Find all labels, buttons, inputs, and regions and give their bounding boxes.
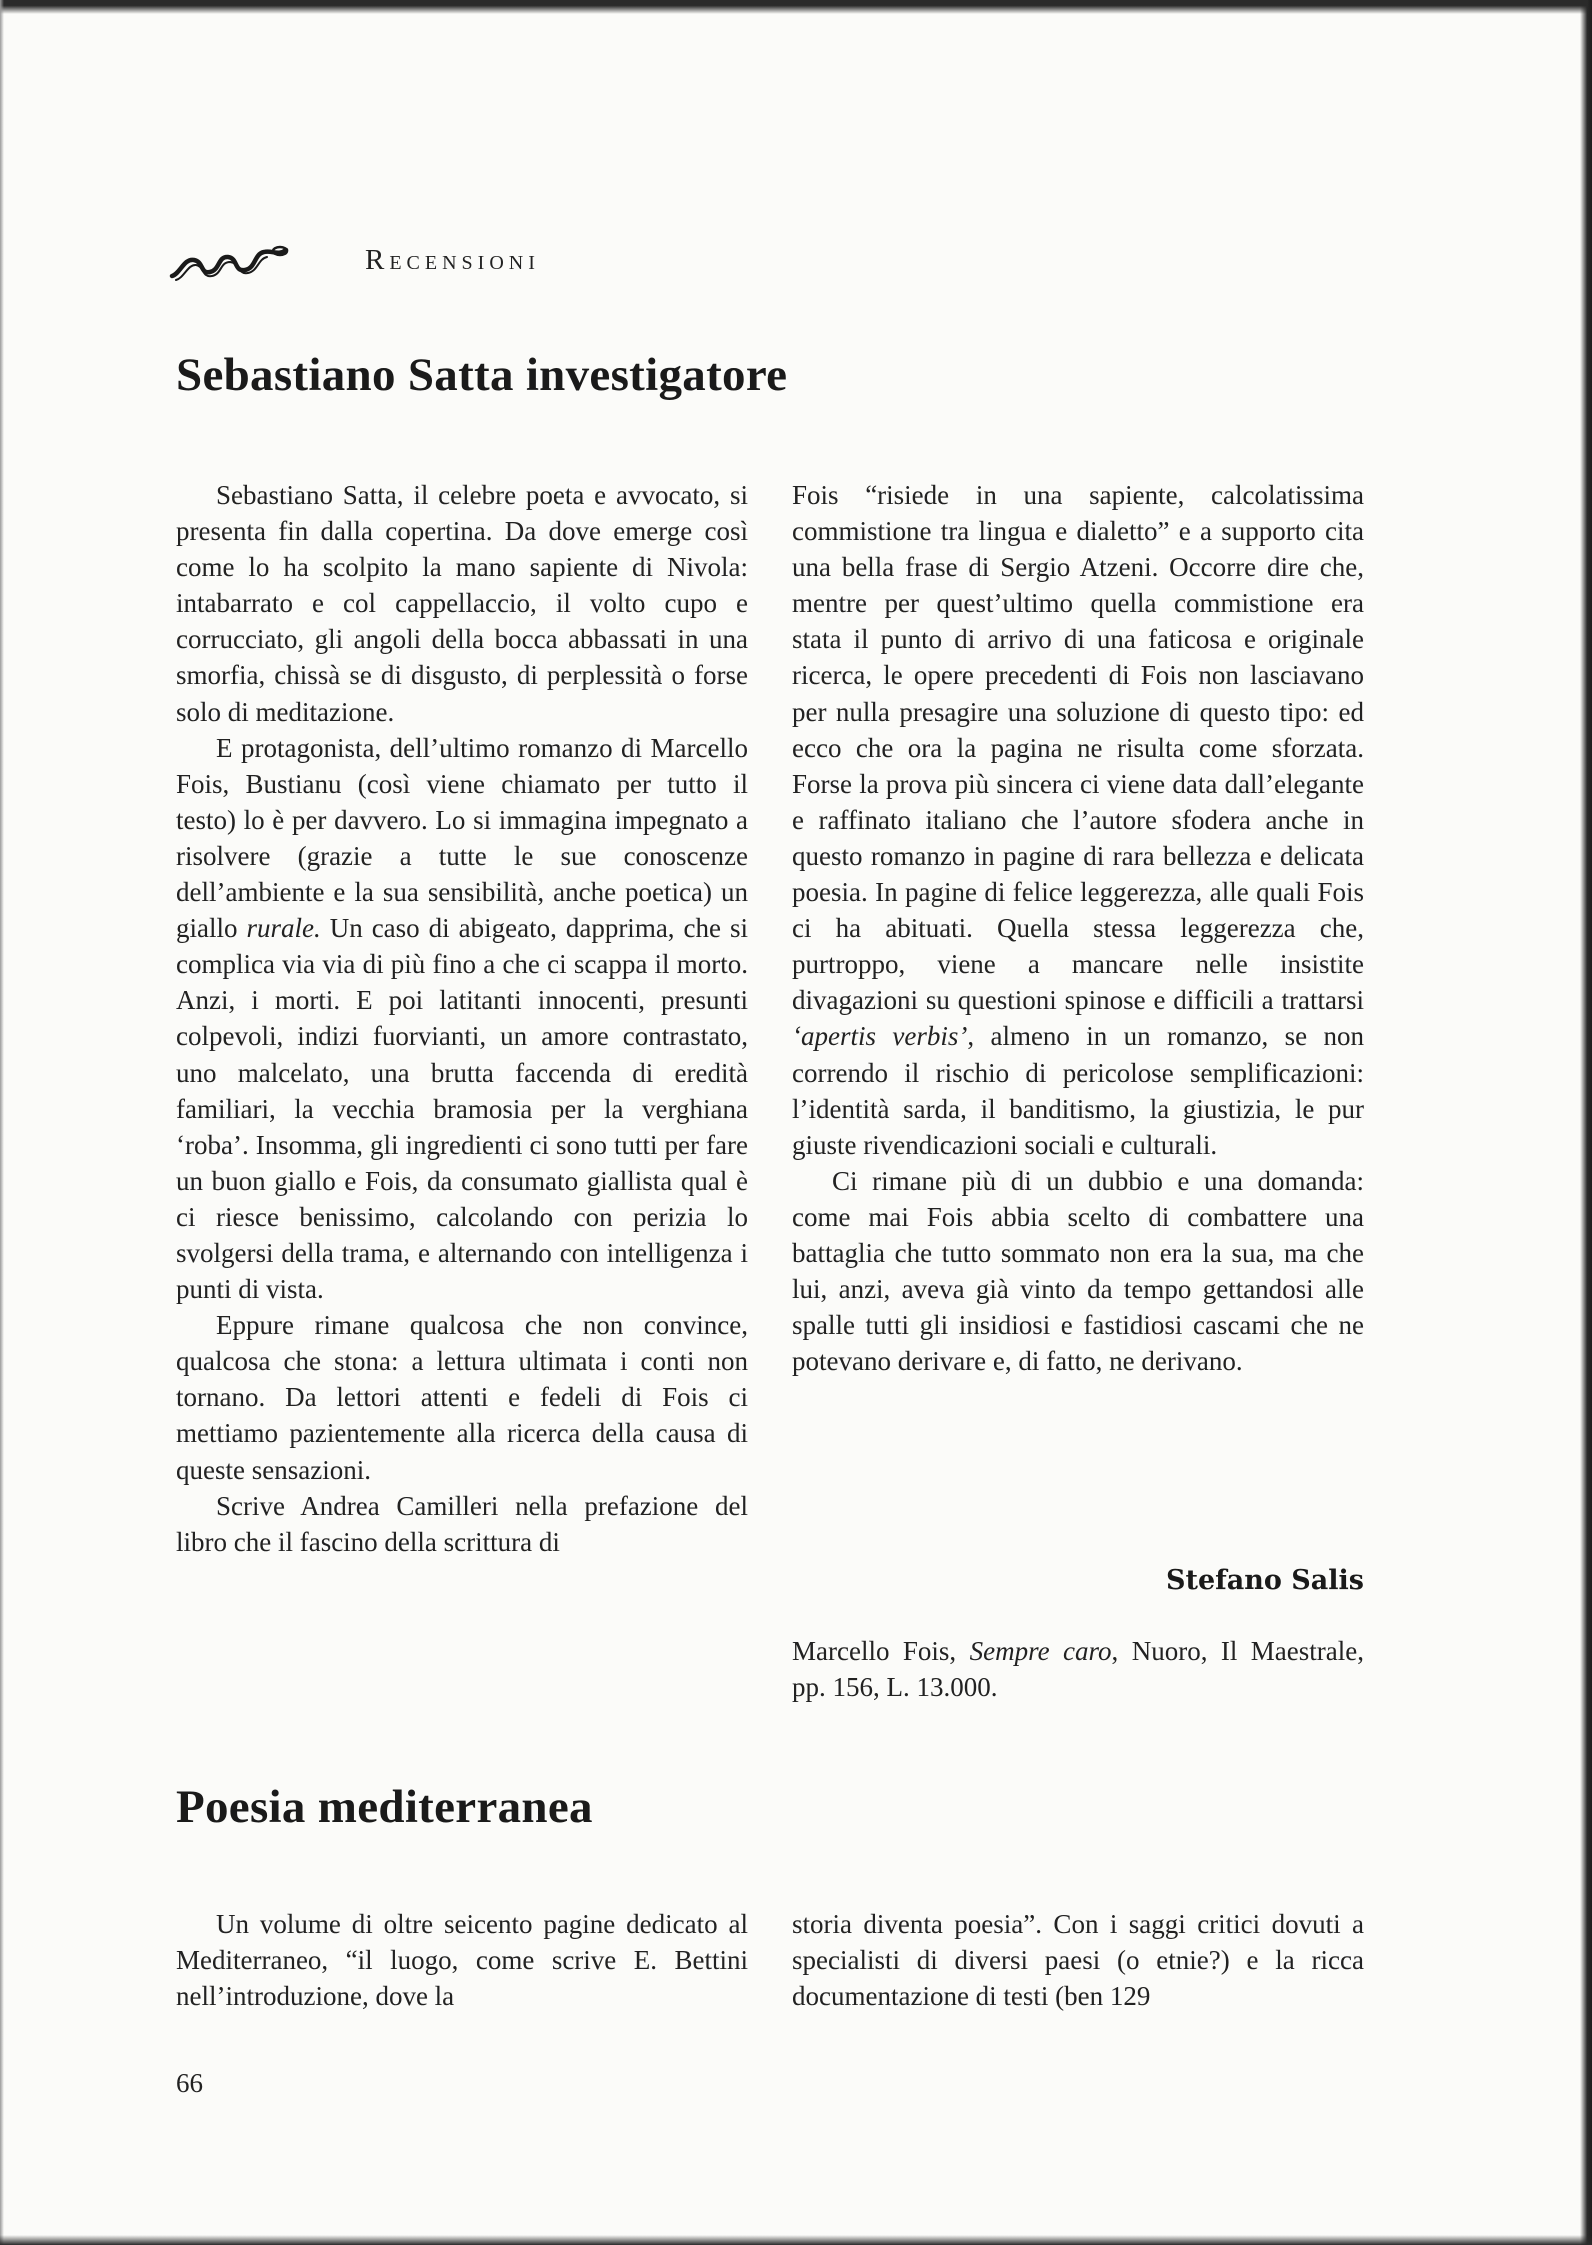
author-name: Stefano Salis (1165, 1565, 1364, 1596)
paragraph (176, 730, 748, 1308)
article-left-column (176, 1906, 748, 2014)
wavy-ornament-icon (168, 236, 290, 286)
section-header (168, 236, 768, 286)
paragraph: Ci rimane più di un dubbio e una domanda: come mai Fois abbia scelto di combattere una battaglia che tutto sommato non era la sua, ma che lui, anzi, aveva già vinto da tempo gettandosi alle spalle tutti gli insidiosi e fastidiosi cascami che ne potevano derivare e, di fatto, ne derivano. (792, 1165, 1364, 1377)
text-run: Un caso di abigeato, dapprima, che si complica via via di più fino a che ci scappa il morto. Anzi, i morti. E poi latitanti innocenti, presunti colpevoli, indizi fuorvianti, un amore contrastato, uno malcelato, una brutta faccenda di eredità familiari, la vecchia bramosia per la verghiana ‘roba’. Insomma, gli ingredienti ci sono tutti per fare un buon giallo e Fois, da consumato giallista qual è ci riesce benissimo, calcolando con perizia lo svolgersi della trama, e alternando con intelligenza i punti di vista. (176, 913, 748, 1305)
text-run: Fois “risiede in una sapiente, calcolatissima commistione tra lingua e dialetto” e a supporto cita una bella frase di Sergio Atzeni. Occorre dire che, mentre per quest’ultimo quella commistione era stata il punto di arrivo di una faticosa e originale ricerca, le opere precedenti di Fois non lasciavano per nulla presagire una soluzione di questo tipo: ed ecco che ora la pagina ne risulta come sforzata. Forse la prova più sincera ci viene data dall’elegante e raffinato italiano che l’autore sfodera anche in questo romanzo in pagine di rara bellezza e delicata poesia. In pagine di felice leggerezza, alle quali Fois ci ha abituati. Quella stessa leggerezza che, purtroppo, viene a mancare nelle insistite divagazioni su questioni spinose e difficili a trattarsi (792, 480, 1364, 1016)
paragraph: storia diventa poesia”. Con i saggi critici dovuti a specialisti di diversi paesi (o etnie?) e la ricca documentazione di testi (ben 129 (792, 1909, 1364, 2012)
paragraph: Sebastiano Satta, il celebre poeta e avvocato, si presenta fin dalla copertina. Da dove emerge così come lo ha scolpito la mano sapiente di Nivola: intabarrato e col cappellaccio, il volto cupo e corrucciato, gli angoli della bocca abbassati in una smorfia, chissà se di disgusto, di perplessità o forse solo di meditazione. (176, 480, 748, 727)
article-right-column (792, 1906, 1364, 2014)
scan-edge-right (1580, 0, 1592, 2245)
text-run: , almeno in un romanzo, se non correndo il rischio di pericolose semplificazioni: l’identità sarda, il banditismo, la giustizia, le pur giuste rivendicazioni sociali e culturali. (792, 1021, 1364, 1160)
article-right-column (792, 477, 1364, 1379)
paragraph: Un volume di oltre seicento pagine dedicato al Mediterraneo, “il luogo, come scrive E. Bettini nell’introduzione, dove la (176, 1909, 748, 2012)
article-title: Sebastiano Satta investigatore (176, 349, 788, 401)
article-title: Poesia mediterranea (176, 1781, 593, 1833)
article-left-column (176, 477, 748, 1560)
paragraph: Eppure rimane qualcosa che non convince, qualcosa che stona: a lettura ultimata i conti non tornano. Da lettori attenti e fedeli di Fois ci mettiamo pazientemente alla ricerca della causa di queste sensazioni. (176, 1310, 748, 1485)
citation-suffix: , Nuoro, Il Maestrale, pp. 156, L. 13.000. (792, 1636, 1364, 1703)
italic-term: rurale. (246, 913, 321, 944)
paragraph: Scrive Andrea Camilleri nella prefazione del libro che il fascino della scrittura di (176, 1490, 748, 1557)
section-label: Recensioni (365, 244, 540, 276)
page-number: 66 (176, 2068, 203, 2098)
italic-term: ‘apertis verbis’ (792, 1021, 968, 1052)
scan-edge-left (0, 0, 4, 2245)
scan-edge-bottom (0, 2235, 1592, 2245)
scan-edge-top (0, 0, 1592, 14)
text-run: E protagonista, dell’ultimo romanzo di Marcello Fois, Bustianu (così viene chiamato per tutto il testo) lo è per davvero. Lo si immagina impegnato a risolvere (grazie a tutte le sue conoscenze dell’ambiente e la sua sensibilità, anche poetica) un giallo (176, 732, 748, 944)
paragraph (792, 477, 1364, 1163)
book-title: Sempre caro (969, 1636, 1112, 1666)
book-citation (792, 1633, 1364, 1705)
citation-prefix: Marcello Fois, (792, 1636, 970, 1666)
